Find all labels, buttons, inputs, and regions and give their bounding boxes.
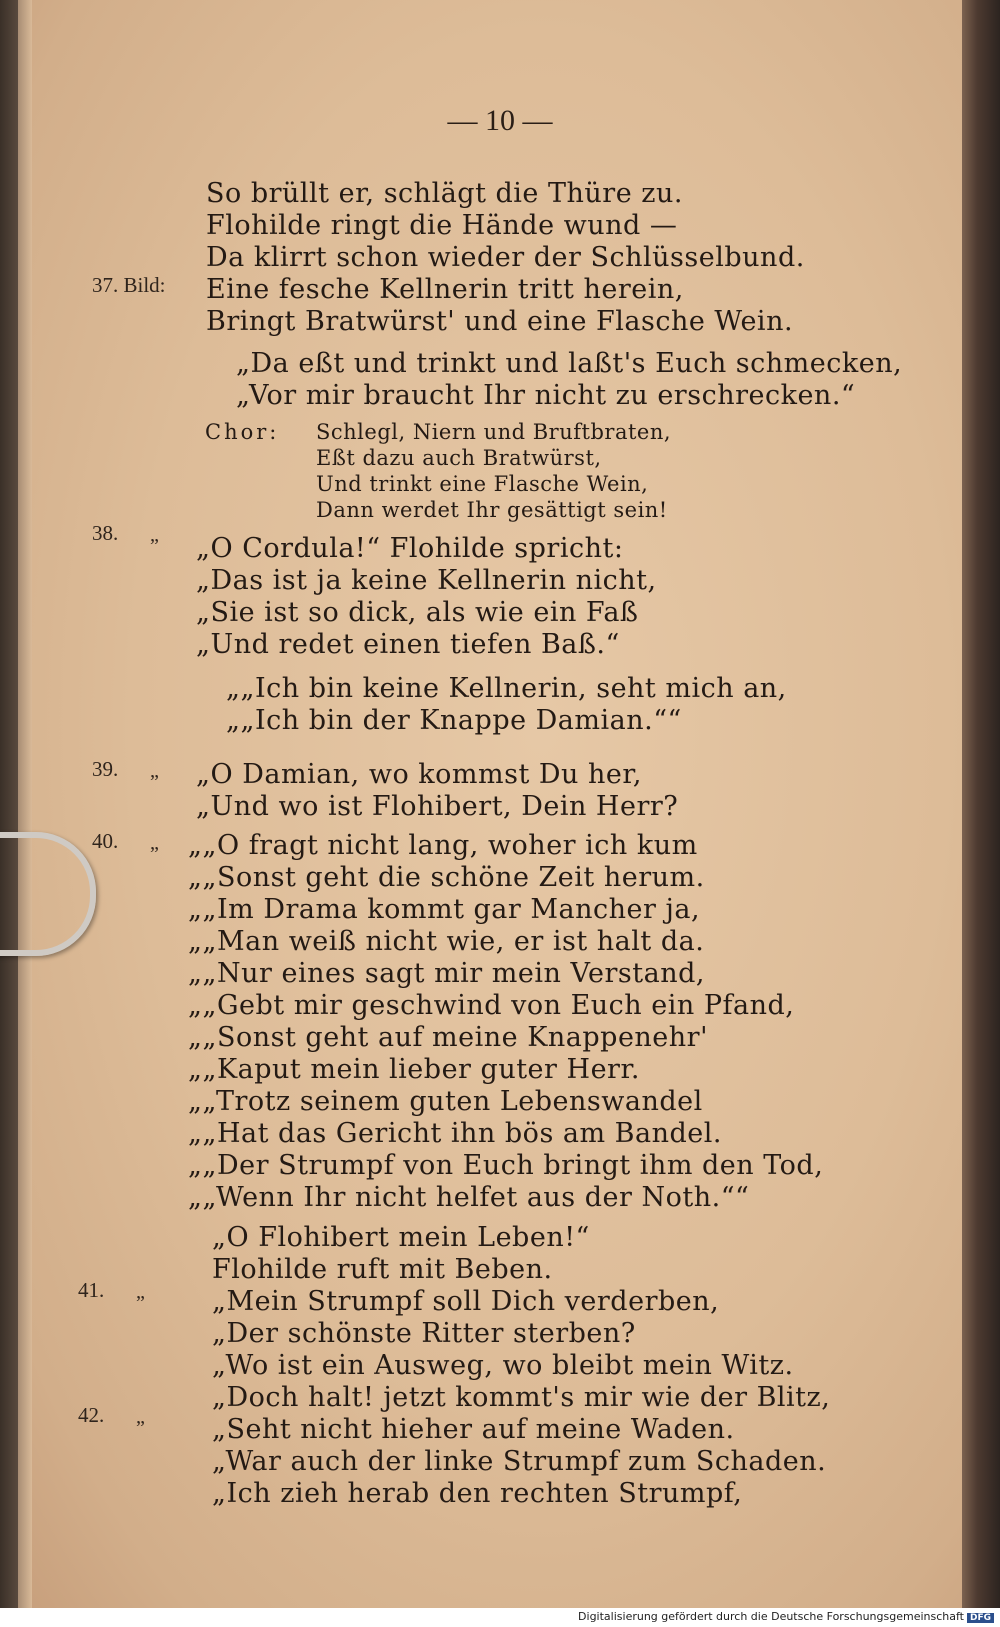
verse-line: „O Flohibert mein Leben!“ (212, 1222, 590, 1253)
verse-marker-40: 40. (92, 829, 119, 853)
verse-line: „Seht nicht hieher auf meine Waden. (212, 1414, 735, 1445)
verse-line: „„Ich bin der Knappe Damian.““ (226, 705, 682, 736)
verse-line: „„Trotz seinem guten Lebenswandel (188, 1086, 703, 1117)
verse-line: „Das ist ja keine Kellnerin nicht, (196, 565, 657, 596)
footer-text: Digitalisierung gefördert durch die Deutsche Forschungsgemeinschaft (578, 1610, 964, 1623)
book-edge-right (962, 0, 1000, 1608)
verse-line: „„Im Drama kommt gar Mancher ja, (188, 894, 701, 925)
verse-line: „„Sonst geht die schöne Zeit herum. (188, 862, 705, 893)
verse-line: Eine fesche Kellnerin tritt herein, (206, 274, 684, 305)
verse-line: „Und redet einen tiefen Baß.“ (196, 629, 620, 660)
verse-line: „Ich zieh herab den rechten Strumpf, (212, 1478, 743, 1509)
verse-marker-38: 38. (92, 521, 119, 545)
chor-line: Eßt dazu auch Bratwürst, (316, 446, 602, 470)
ditto-mark: „ (136, 1281, 145, 1303)
chor-line: Dann werdet Ihr gesättigt sein! (316, 498, 668, 522)
verse-line: Bringt Bratwürst' und eine Flasche Wein. (206, 306, 794, 337)
verse-line: „Da eßt und trinkt und laßt's Euch schmecken, (236, 348, 903, 379)
verse-line: „O Cordula!“ Flohilde spricht: (196, 533, 624, 564)
verse-line: „War auch der linke Strumpf zum Schaden. (212, 1446, 827, 1477)
verse-line: „„Gebt mir geschwind von Euch ein Pfand, (188, 990, 795, 1021)
verse-line: „Der schönste Ritter sterben? (212, 1318, 636, 1349)
verse-line: „Mein Strumpf soll Dich verderben, (212, 1286, 720, 1317)
verse-line: „„Wenn Ihr nicht helfet aus der Noth.““ (188, 1182, 750, 1213)
verse-line: „Und wo ist Flohibert, Dein Herr? (196, 791, 679, 822)
verse-line: So brüllt er, schlägt die Thüre zu. (206, 178, 683, 209)
verse-line: „„Kaput mein lieber guter Herr. (188, 1054, 640, 1085)
page-number: — 10 — (447, 104, 553, 137)
verse-line: „„Sonst geht auf meine Knappenehr' (188, 1022, 709, 1053)
verse-line: „„Hat das Gericht ihn bös am Bandel. (188, 1118, 722, 1149)
ditto-mark: „ (150, 760, 159, 782)
verse-line: Flohilde ringt die Hände wund — (206, 210, 678, 241)
verse-line: „„Man weiß nicht wie, er ist halt da. (188, 926, 705, 957)
digitization-footer (0, 1608, 1000, 1626)
page-gutter (18, 0, 32, 1608)
verse-line: „„O fragt nicht lang, woher ich kum (188, 830, 698, 861)
chor-line: Schlegl, Niern und Bruftbraten, (316, 420, 672, 444)
verse-line: „„Ich bin keine Kellnerin, seht mich an, (226, 673, 787, 704)
verse-line: „O Damian, wo kommst Du her, (196, 759, 642, 790)
chor-line: Und trinkt eine Flasche Wein, (316, 472, 649, 496)
verse-line: „Vor mir braucht Ihr nicht zu erschrecken.“ (236, 380, 856, 411)
verse-line: „Sie ist so dick, als wie ein Faß (196, 597, 639, 628)
verse-line: Flohilde ruft mit Beben. (212, 1254, 553, 1285)
ditto-mark: „ (150, 832, 159, 854)
verse-line: „„Der Strumpf von Euch bringt ihm den Tod, (188, 1150, 824, 1181)
ditto-mark: „ (150, 524, 159, 546)
verse-line: „Wo ist ein Ausweg, wo bleibt mein Witz. (212, 1350, 794, 1381)
verse-line: „Doch halt! jetzt kommt's mir wie der Blitz, (212, 1382, 831, 1413)
dfg-logo: DFG (967, 1613, 994, 1623)
verse-marker-39: 39. (92, 757, 119, 781)
ditto-mark: „ (136, 1406, 145, 1428)
verse-line: Da klirrt schon wieder der Schlüsselbund. (206, 242, 805, 273)
verse-marker-41: 41. (78, 1278, 105, 1302)
verse-marker-37: 37. Bild: (92, 273, 166, 297)
chor-label: Chor: (205, 420, 280, 444)
verse-marker-42: 42. (78, 1403, 105, 1427)
verse-line: „„Nur eines sagt mir mein Verstand, (188, 958, 705, 989)
